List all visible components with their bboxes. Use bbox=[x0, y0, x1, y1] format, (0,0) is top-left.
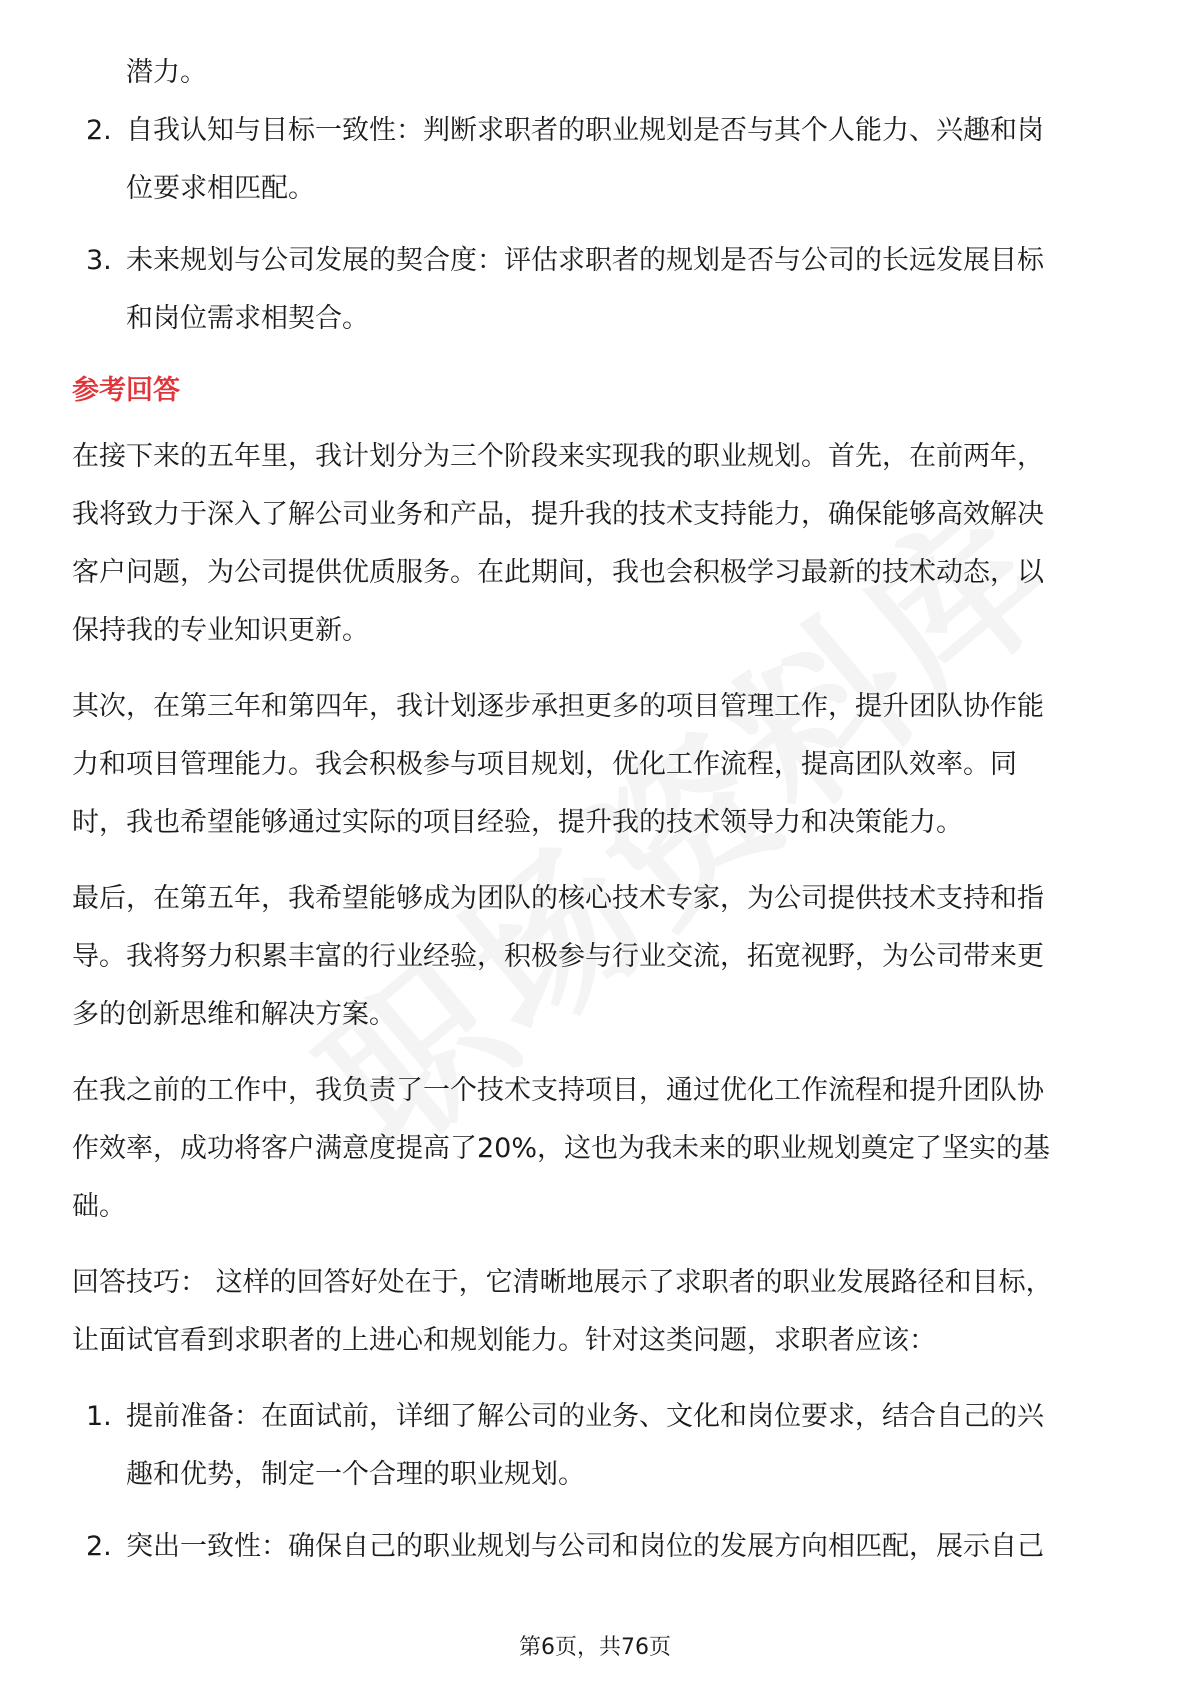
list-item-line bbox=[72, 1518, 1122, 1576]
list-item-text: 自我认知与目标一致性：判断求职者的职业规划是否与其个人能力、兴趣和岗 bbox=[126, 115, 1044, 146]
answer-paragraph bbox=[72, 1062, 1122, 1236]
paragraph-line: 回答技巧： 这样的回答好处在于，它清晰地展示了求职者的职业发展路径和目标， bbox=[72, 1267, 1053, 1298]
paragraph-line: 让面试官看到求职者的上进心和规划能力。针对这类问题，求职者应该： bbox=[72, 1325, 936, 1356]
paragraph-line: 客户问题，为公司提供优质服务。在此期间，我也会积极学习最新的技术动态，以 bbox=[72, 557, 1044, 588]
paragraph-line: 在接下来的五年里，我计划分为三个阶段来实现我的职业规划。首先，在前两年， bbox=[72, 441, 1044, 472]
list-number: 2. bbox=[86, 115, 112, 146]
paragraph-line: 我将致力于深入了解公司业务和产品，提升我的技术支持能力，确保能够高效解决 bbox=[72, 499, 1044, 530]
paragraph-line: 其次，在第三年和第四年，我计划逐步承担更多的项目管理工作，提升团队协作能 bbox=[72, 691, 1044, 722]
list-item-text: 突出一致性：确保自己的职业规划与公司和岗位的发展方向相匹配，展示自己 bbox=[126, 1531, 1044, 1562]
list-number: 3. bbox=[86, 245, 112, 276]
list-item-line: 趣和优势，制定一个合理的职业规划。 bbox=[126, 1459, 585, 1490]
paragraph-line: 作效率，成功将客户满意度提高了20%，这也为我未来的职业规划奠定了坚实的基 bbox=[72, 1133, 1051, 1164]
paragraph-line: 础。 bbox=[72, 1191, 126, 1222]
paragraph-line: 力和项目管理能力。我会积极参与项目规划，优化工作流程，提高团队效率。同 bbox=[72, 749, 1017, 780]
list-number: 2. bbox=[86, 1531, 112, 1562]
paragraph-line: 多的创新思维和解决方案。 bbox=[72, 999, 396, 1030]
list-number: 1. bbox=[86, 1401, 112, 1432]
list-item bbox=[72, 232, 1122, 348]
list-item-text: 提前准备：在面试前，详细了解公司的业务、文化和岗位要求，结合自己的兴 bbox=[126, 1401, 1044, 1432]
list-item-line bbox=[72, 1388, 1122, 1446]
answer-paragraph bbox=[72, 678, 1122, 852]
paragraph-line: 导。我将努力积累丰富的行业经验，积极参与行业交流，拓宽视野，为公司带来更 bbox=[72, 941, 1044, 972]
list-item bbox=[72, 1388, 1122, 1504]
list-item-line bbox=[72, 232, 1122, 290]
list-item-line: 位要求相匹配。 bbox=[126, 173, 315, 204]
answer-paragraph bbox=[72, 870, 1122, 1044]
paragraph-line: 在我之前的工作中，我负责了一个技术支持项目，通过优化工作流程和提升团队协 bbox=[72, 1075, 1044, 1106]
list-item-line bbox=[72, 102, 1122, 160]
answer-paragraph bbox=[72, 428, 1122, 660]
list-item bbox=[72, 102, 1122, 218]
list-item-text: 未来规划与公司发展的契合度：评估求职者的规划是否与公司的长远发展目标 bbox=[126, 245, 1044, 276]
paragraph-line: 保持我的专业知识更新。 bbox=[72, 615, 369, 646]
answer-tips-paragraph bbox=[72, 1254, 1122, 1370]
paragraph-line: 时，我也希望能够通过实际的项目经验，提升我的技术领导力和决策能力。 bbox=[72, 807, 963, 838]
continued-line: 潜力。 bbox=[126, 57, 207, 88]
section-title-reference-answer: 参考回答 bbox=[72, 375, 180, 406]
paragraph-line: 最后，在第五年，我希望能够成为团队的核心技术专家，为公司提供技术支持和指 bbox=[72, 883, 1044, 914]
list-item bbox=[72, 1518, 1122, 1576]
list-item-line: 和岗位需求相契合。 bbox=[126, 303, 369, 334]
page-number: 第6页，共76页 bbox=[519, 1635, 671, 1660]
page-content bbox=[72, 44, 1122, 1590]
